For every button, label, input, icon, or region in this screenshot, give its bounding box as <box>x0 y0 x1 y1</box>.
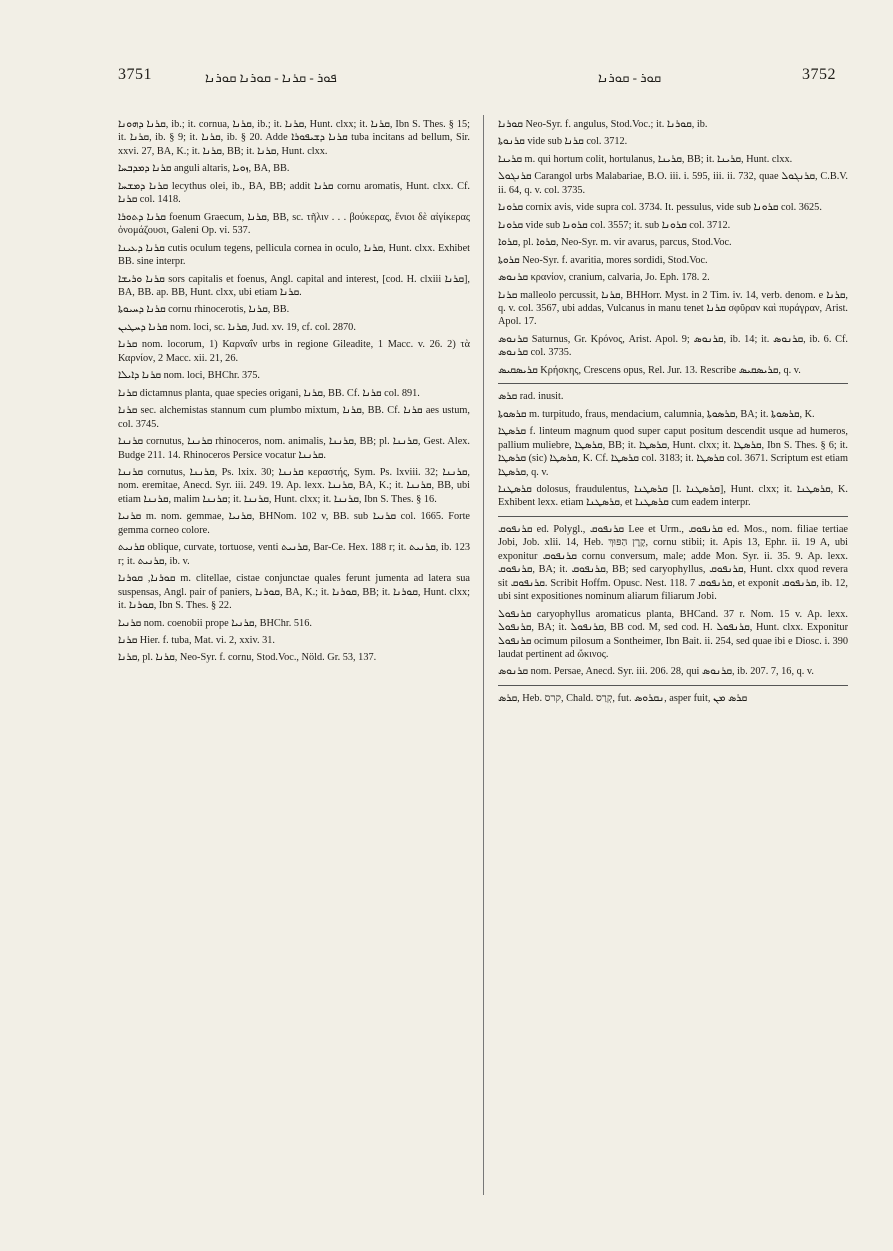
entry: ܩܪܢܐ, pl. ܩܪܢܐ, Neo-Syr. f. cornu, Stod.Voc., Nöld. Gr. 53, 137. <box>118 652 377 664</box>
column-divider <box>483 115 484 1195</box>
entry: ܩܪܝܣܩܝܣ Κρήσκης, Crescens opus, Rel. Jur. 13. Rescribe ܩܪܝܣܩܝܣ, q. v. <box>498 364 801 376</box>
page-number-left: 3751 <box>118 66 152 83</box>
entry: ܩܘܪܢܐ Neo-Syr. f. angulus, Stod.Voc.; it. ܩܘܪܢܐ, ib. <box>498 119 708 130</box>
section-rule <box>498 383 848 384</box>
entry: ܩܪܣ, Heb. קרס, Chald. קְרַס, fut. ܢܩܪܘܣ, asper fuit, ܩܪܣ ܡܢ <box>498 692 748 704</box>
entry: ܩܪܘܢܐ vide sub ܩܪܘܢܐ col. 3557; it. sub ܩܪܘܢܐ col. 3712. <box>498 219 731 231</box>
entry: ܩܪܢܘܣ Saturnus, Gr. Κρόνος, Arist. Apol. 9; ܩܪܢܘܣ, ib. 14; it. ܩܪܢܘܣ, ib. 6. Cf. ܩܪܢܘܣ col. 3735. <box>498 333 848 359</box>
entry: ܩܘܪܢܐ, ܩܘܪܢܐ m. clitellae, cistae conjunctae quales ferunt jumenta ad latera sua suspensas, Angl. pair of paniers, ܩܘܪܢܐ, BA, K.; it. ܩܘܪܢܐ, BB; it. ܩܘܪܢܐ, Hunt. clxx; it. ܩܘܪܢܐ, Ibn S. Thes. § 22. <box>118 573 470 612</box>
entry: ܩܪܢܐ sec. alchemistas stannum cum plumbo mixtum, ܩܪܢܐ, BB. Cf. ܩܪܢܐ aes ustum, col. 3745. <box>118 405 470 430</box>
entry: ܩܪܢܓܘܠ Carangol urbs Malabariae, B.O. iii. i. 595, iii. ii. 732, quae ܩܪܢܓܘܠ, C.B.V. ii. 64, q. v. col. 3735. <box>498 171 848 196</box>
entry: ܩܪܢܦܘܠ caryophyllus aromaticus planta, BHCand. 37 r. Nom. 15 v. Ap. lexx. ܩܪܢܦܘܠ, BA; it. ܩܪܢܦܘܠ, BB cod. M, sed cod. H. ܩܪܢܦܘܠ, Hunt. clxx. Exponitur ܩܪܢܦܘܠ ocimum pilosum a Sontheimer, Ibn Bait. ii. 254, sed quae ibi e Diosc. i. 390 laudat pertinent ad ὤκινος. <box>498 608 848 660</box>
entry: ܩܪܘܬܐ Neo-Syr. f. avaritia, mores sordidi, Stod.Voc. <box>498 254 708 266</box>
entry: ܩܪܢܝܬ oblique, curvate, tortuose, venti ܩܪܢܝܬ, Bar-Ce. Hex. 188 r; it. ܩܪܢܝܬ, ib. 123 r; it. ܩܪܢܝܬ, ib. v. <box>118 542 470 567</box>
entry: ܩܪܢܐ ܕܗܘܢܐ, ib.; it. cornua, ܩܪܢܐ, ib.; it. ܩܪܢܐ, Hunt. clxx; it. ܩܪܢܐ, Ibn S. Thes. § 15; it. ܩܪܢܐ, ib. § 9; it. ܩܪܢܐ, ib. § 20. Adde ܩܪܢܐ ܕܫܝܦܘܪܐ tuba incitans ad bellum, Sir. xxvi. 27, BA, K.; it. ܩܪܢܐ, BB; it. ܩܪܢܐ, Hunt. clxx. <box>118 119 470 157</box>
entry: ܩܪܢܢܐ cornutus, ܩܪܢܢܐ, Ps. lxix. 30; ܩܪܢܢܐ κεραστής, Sym. Ps. lxviii. 32; ܩܪܢܢܐ, nom. eremitae, Anecd. Syr. iii. 249. 19. Ap. lexx. ܩܪܢܢܐ, BA, K.; it. ܩܪܢܢܐ, BB, ubi etiam ܩܪܢܢܐ, malim ܩܪܢܢܐ; it. ܩܪܢܢܐ, Hunt. clxx; it. ܩܪܢܢܐ, Ibn S. Thes. § 16. <box>118 466 470 505</box>
entry: ܩܪܢܐ ܕܡܕܒܚܐ anguli altaris, ܙܘܝܐ, BA, BB. <box>118 163 290 175</box>
entry: ܩܪܢܢܐ cornutus, ܩܪܢܢܐ rhinoceros, nom. animalis, ܩܪܢܢܐ, BB; pl. ܩܪܢܢܐ, Gest. Alex. Budge 211. 14. Rhinoceros Persice vocatur ܩܪܢܢܐ. <box>118 436 470 461</box>
entry: ܩܪܘܢܐ cornix avis, vide supra col. 3734. It. pessulus, vide sub ܩܪܘܢܐ col. 3625. <box>498 202 822 214</box>
entry: ܩܪܢܐ ܕܚܝܘܬܐ cornu rhinocerotis, ܩܪܢܐ, BB. <box>118 304 290 316</box>
entry: ܩܪܢܐ ܕܬܘܪܐ foenum Graecum, ܩܪܢܐ, BB, sc. τῆλιν . . . βούκερας, ἔνιοι δὲ αἰγίκερας ὀνομάζουσι, Galeni Op. vi. 537. <box>118 211 471 237</box>
entry: ܩܪܢܝܐ nom. coenobii prope ܩܪܢܝܐ, BHChr. 516. <box>118 617 312 629</box>
entry: ܩܪܣܛܢܐ dolosus, fraudulentus, ܩܪܣܛܢܐ [l. ܩܪܣܛܢܐ], Hunt. clxx; it. ܩܪܣܛܢܐ, K. Exhibent lexx. etiam ܩܪܣܛܢܐ, et ܩܪܣܛܢܐ cum eadem interpr. <box>498 483 848 509</box>
entry: ܩܪܣܛܐ f. linteum magnum quod super caput positum descendit usque ad humeros, pallium muliebre, ܩܪܣܛܐ, BB; it. ܩܪܣܛܐ, Hunt. clxx; it. ܩܪܣܛܐ, Ibn S. Thes. § 6; it. ܩܪܣܛܐ (sic) ܩܪܣܛܐ, K. Cf. ܩܪܣܛܐ col. 3183; it. ܩܪܣܛܐ col. 3671. Scriptum est etiam ܩܪܣܛܐ, q. v. <box>498 426 848 478</box>
entry: ܩܪܢܐ malleolo percussit, ܩܪܢܐ, BHHorr. Myst. in 2 Tim. iv. 14, verb. denom. e ܩܪܢܐ, q. v. col. 3567, ubi addas, Vulcanus in manu tenet ܩܪܢܐ σφῦραν καὶ πυράγραν, Arist. Apol. 17. <box>498 289 849 328</box>
section-rule <box>498 516 848 517</box>
entry: ܩܪܣ rad. inusit. <box>498 391 564 403</box>
entry: ܩܪܝܢܐ m. qui hortum colit, hortulanus, ܩܪܝܢܐ, BB; it. ܩܪܝܢܐ, Hunt. clxx. <box>498 153 793 165</box>
entry: ܩܪܣܘܬܐ m. turpitudo, fraus, mendacium, calumnia, ܩܪܣܘܬܐ, BA; it. ܩܪܣܘܬܐ, K. <box>498 408 815 420</box>
section-rule <box>498 685 848 686</box>
entry: ܩܪܢܐ nom. locorum, 1) Καρναΐν urbs in regione Gileadite, 1 Macc. v. 26. 2) τὰ Καρνίον, 2 Macc. xii. 21, 26. <box>118 339 470 364</box>
page-number-right: 3752 <box>802 66 836 83</box>
running-title-right: ܩܘܪ - ܩܘܪܢܐ <box>598 70 662 85</box>
entry: ܩܪܢܘܬܐ vide sub ܩܪܢܐ col. 3712. <box>498 136 628 148</box>
running-title-left: ܦܘܪ - ܩܪܢܐ - ܩܘܪܢܐ ܩܘܪܢܐ <box>205 70 337 85</box>
entry: ܩܪܢܐ ܕܡܫܚܐ lecythus olei, ib., BA, BB; addit ܩܪܢܐ cornu aromatis, Hunt. clxx. Cf. ܩܪܢܐ col. 1418. <box>118 180 471 206</box>
entry: ܩܪܢܝܐ m. nom. gemmae, ܩܪܢܝܐ, BHNom. 102 v, BB. sub ܩܪܢܝܐ col. 1665. Forte gemma corneo colore. <box>118 511 470 536</box>
left-column <box>118 118 470 669</box>
entry: ܩܪܢܘܣ nom. Persae, Anecd. Syr. iii. 206. 28, qui ܩܪܢܘܣ, ib. 207. 7, 16, q. v. <box>498 666 814 678</box>
entry: ܩܪܢܐ ܘܪܝܫܐ sors capitalis et foenus, Angl. capital and interest, [cod. H. clxiii ܩܪܢܐ], BA, BB. ap. BB, Hunt. clxx, ubi etiam ܩܪܢܐ. <box>118 273 470 298</box>
entry: ܩܪܢܐ Hier. f. tuba, Mat. vi. 2, xxiv. 31. <box>118 634 275 646</box>
right-column <box>498 118 848 709</box>
entry: ܩܪܢܘܣ κρανίον, cranium, calvaria, Jo. Eph. 178. 2. <box>498 272 710 284</box>
entry: ܩܪܘܐ, pl. ܩܪܘܐ, Neo-Syr. m. vir avarus, parcus, Stod.Voc. <box>498 237 732 249</box>
entry: ܩܪܢܦܘܩ ed. Polygl., ܩܪܢܦܘܩ Lee et Urm., ܩܪܢܦܘܩ ed. Mos., nom. filiae tertiae Jobi, Job. xlii. 14, Heb. קֶרֶן הַפּוּךְ, cornu stibii; it. Apis 13, Ephr. ii. 19 A, ubi exponitur ܩܪܢܦܘܩ cornu conversum, male; adde Mon. Syr. ii. 35. 9. Ap. lexx. ܩܪܢܦܘܩ, BA; it. ܩܪܢܦܘܩ, BB; sed caryophyllus, ܩܪܢܦܘܩ, Hunt. clxx quod revera sit ܩܪܢܦܘܩ. Scribit Hoffm. Opusc. Nest. 118. 7 ܩܪܢܦܘܩ, et exponit ܩܪܢܦܘܩ, ib. 12, ubi sint expositiones nominum aliarum filiarum Jobi. <box>498 523 849 603</box>
entry: ܩܪܢܐ ܕܚܛܝܢ nom. loci, sc. ܩܪܢܐ, Jud. xv. 19, cf. col. 2870. <box>118 321 356 333</box>
entry: ܩܪܢܐ dictamnus planta, quae species origani, ܩܪܢܐ, BB. Cf. ܩܪܢܐ col. 891. <box>118 387 420 399</box>
entry: ܩܪܢܐ ܕܐܝܠܐ nom. loci, BHChr. 375. <box>118 370 260 382</box>
entry: ܩܪܢܐ ܕܥܝܢܐ cutis oculum tegens, pellicula cornea in oculo, ܩܪܢܐ, Hunt. clxx. Exhibet BB. sine interpr. <box>118 242 470 268</box>
